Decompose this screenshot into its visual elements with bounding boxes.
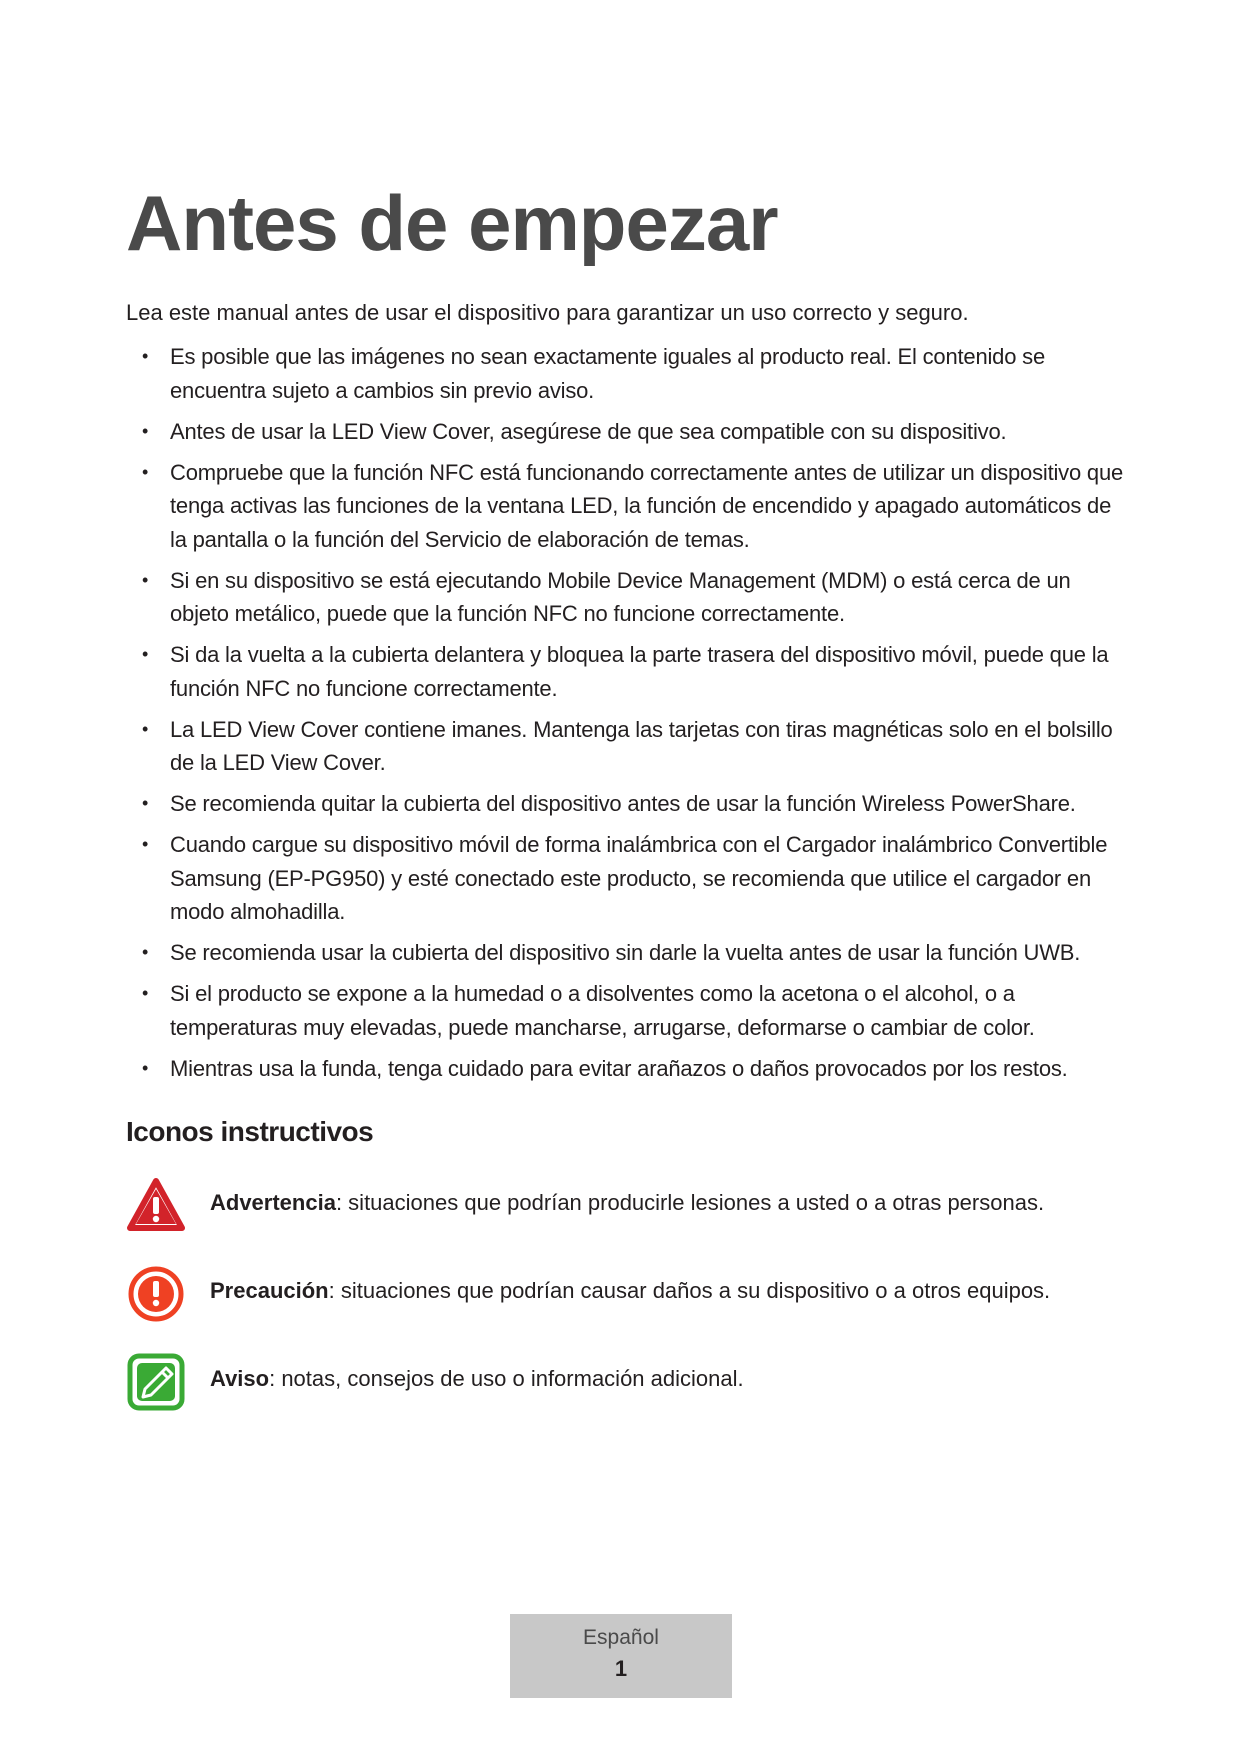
- list-item: [126, 936, 1126, 970]
- list-item-text: Mientras usa la funda, tenga cuidado para evitar arañazos o daños provocados por los restos.: [170, 1055, 1068, 1081]
- bullet-dot: •: [142, 983, 149, 1003]
- bullet-dot: •: [142, 420, 149, 441]
- list-item: [126, 828, 1126, 929]
- list-item-text: La LED View Cover contiene imanes. Mantenga las tarjetas con tiras magnéticas solo en el bolsillo de la LED View Cover.: [170, 716, 1113, 775]
- note-term: Aviso: [210, 1366, 270, 1391]
- list-item: [126, 456, 1126, 557]
- list-item-text: Si el producto se expone a la humedad o a disolventes como la acetona o el alcohol, o a temperaturas muy elevadas, puede mancharse, arrugarse, deformarse o cambiar de color.: [170, 981, 1035, 1040]
- list-item: [126, 713, 1126, 780]
- list-item: [126, 340, 1126, 407]
- note-description: [210, 1366, 744, 1392]
- list-item: [126, 977, 1126, 1044]
- bullet-dot: •: [142, 942, 149, 962]
- list-item-text: Compruebe que la función NFC está funcionando correctamente antes de utilizar un dispositivo que tenga activas las funciones de la ventana LED, la función de encendido y apagado automáticos de la pantalla o la función del Servicio de elaboración de temas.: [170, 459, 1124, 552]
- note-pencil-icon: [126, 1352, 186, 1412]
- caution-term: Precaución: [210, 1278, 329, 1303]
- bullet-dot: •: [142, 569, 149, 590]
- list-item-text: Si en su dispositivo se está ejecutando Mobile Device Management (MDM) o está cerca de un objeto metálico, puede que la función NFC no funcione correctamente.: [170, 567, 1071, 626]
- bullet-dot: •: [142, 461, 149, 482]
- bullet-dot: •: [142, 644, 149, 664]
- icon-legend-note: [126, 1352, 1126, 1414]
- icon-legend-caution: [126, 1264, 1126, 1326]
- bullet-dot: •: [142, 346, 149, 366]
- note-text: : notas, consejos de uso o información adicional.: [269, 1366, 744, 1391]
- intro-text: Lea este manual antes de usar el dispositivo para garantizar un uso correcto y seguro.: [126, 300, 969, 325]
- page-number: 1: [614, 1656, 628, 1681]
- list-item-text: Se recomienda usar la cubierta del dispositivo sin darle la vuelta antes de usar la función UWB.: [170, 940, 1081, 965]
- list-item: [126, 564, 1126, 631]
- icon-legend-warning: [126, 1176, 1126, 1238]
- list-item: [126, 415, 1126, 449]
- list-item-text: Cuando cargue su dispositivo móvil de forma inalámbrica con el Cargador inalámbrico Convertible Samsung (EP-PG950) y esté conectado este producto, se recomienda que utilice el cargador en modo almohadilla.: [170, 832, 1108, 924]
- list-item-text: Si da la vuelta a la cubierta delantera y bloquea la parte trasera del dispositivo móvil, puede que la función NFC no funcione correctamente.: [170, 642, 1109, 701]
- warning-term: Advertencia: [210, 1190, 336, 1215]
- page-footer: [510, 1614, 732, 1698]
- bullet-dot: •: [142, 793, 149, 813]
- page-title: Antes de empezar: [126, 179, 778, 267]
- warning-text: : situaciones que podrían producirle lesiones a usted o a otras personas.: [335, 1190, 1045, 1215]
- list-item-text: Se recomienda quitar la cubierta del dispositivo antes de usar la función Wireless PowerShare.: [170, 791, 1076, 816]
- caution-circle-icon: [126, 1264, 186, 1324]
- bullet-dot: •: [142, 1057, 149, 1078]
- list-item: [126, 787, 1126, 821]
- list-item: [126, 1052, 1126, 1086]
- warning-triangle-icon: [126, 1176, 186, 1236]
- list-item: [126, 638, 1126, 705]
- list-item-text: Es posible que las imágenes no sean exactamente iguales al producto real. El contenido se encuentra sujeto a cambios sin previo aviso.: [170, 344, 1045, 403]
- bullet-dot: •: [142, 834, 149, 854]
- caution-text: : situaciones que podrían causar daños a su dispositivo o a otros equipos.: [328, 1278, 1051, 1303]
- footer-language: Español: [583, 1626, 659, 1649]
- caution-description: [210, 1278, 1050, 1304]
- warning-description: [210, 1190, 1044, 1216]
- icons-section-heading: Iconos instructivos: [126, 1116, 374, 1147]
- notes-list: [126, 340, 1126, 1093]
- list-item-text: Antes de usar la LED View Cover, asegúrese de que sea compatible con su dispositivo.: [170, 418, 1007, 444]
- bullet-dot: •: [142, 718, 149, 739]
